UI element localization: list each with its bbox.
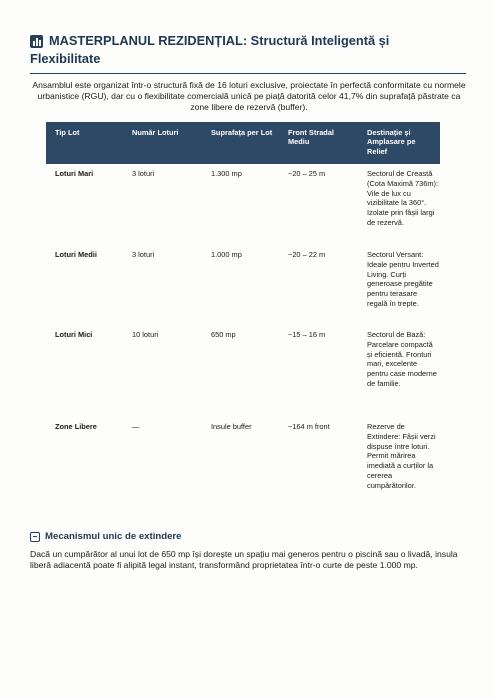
page-title: MASTERPLANUL REZIDENȚIAL: Structură Inteligentă și (49, 33, 390, 48)
section-title: Mecanismul unic de extindere (45, 531, 182, 542)
cell-numar: — (132, 422, 140, 431)
cell-numar: 3 loturi (132, 250, 155, 259)
cell-front: ~15 – 16 m (288, 330, 326, 339)
intro-paragraph: Ansamblul este organizat într-o structură fixă de 16 loturi exclusive, proiectate în perfectă conformitate cu normele urbanistice (RGU), dar cu o flexibilitate comercială unică pe piață datorită celor 41,7% din suprafață păstrate ca zone libere de rezervă (buffer). (32, 80, 466, 113)
cell-suprafata: 1.300 mp (211, 169, 242, 178)
cell-numar: 3 loturi (132, 169, 155, 178)
expand-icon (30, 532, 40, 542)
header-suprafata: Suprafața per Lot (211, 128, 273, 137)
header-destinatie: Destinație și Amplasare pe Relief (367, 128, 416, 156)
title-block (30, 33, 470, 67)
cell-suprafata: 1.000 mp (211, 250, 242, 259)
header-tip-lot: Tip Lot (55, 128, 80, 137)
cell-suprafata: 650 mp (211, 330, 236, 339)
table-row (46, 250, 440, 330)
cell-tip-lot: Loturi Mari (55, 169, 94, 178)
header-front-stradal: Front Stradal Mediu (288, 128, 334, 147)
cell-tip-lot: Zone Libere (55, 422, 97, 431)
table-row (46, 169, 440, 249)
cell-front: ~20 – 25 m (288, 169, 326, 178)
section-extension (30, 531, 470, 543)
page-title-line2: Flexibilitate (30, 51, 101, 66)
section-paragraph: Dacă un cumpărător al unui lot de 650 mp își dorește un spațiu mai generos pentru o piscină sau o livadă, insula liberă adiacentă poate fi alipită legal instant, transformând proprietatea într-o curte de peste 1.000 mp. (30, 549, 458, 571)
cell-suprafata: Insule buffer (211, 422, 252, 431)
table-row (46, 422, 440, 502)
title-divider (30, 73, 466, 74)
cell-destinatie: Rezerve de Extindere: Fâșii verzi dispuse între loturi. Permit mărirea imediată a curților la cererea cumpărătorilor. (367, 422, 436, 490)
cell-destinatie: Sectorul de Bază: Parcelare compactă și eficientă. Fronturi mari, excelente pentru case moderne de familie. (367, 330, 437, 388)
cell-front: ~20 – 22 m (288, 250, 326, 259)
chart-icon (30, 35, 43, 48)
cell-destinatie: Sectorul Versant: Ideale pentru Inverted Living. Curți generoase pregătite pentru terasare regală în trepte. (367, 250, 439, 308)
lots-table (46, 122, 440, 490)
cell-numar: 10 loturi (132, 330, 159, 339)
cell-destinatie: Sectorul de Creastă (Cota Maximă 736m): Vile de lux cu vizibilitate la 360°. Izolate prin fâșii largi de rezervă. (367, 169, 439, 227)
cell-front: ~164 m front (288, 422, 330, 431)
header-numar-loturi: Număr Loturi (132, 128, 179, 137)
cell-tip-lot: Loturi Mici (55, 330, 93, 339)
cell-tip-lot: Loturi Medii (55, 250, 97, 259)
table-header (46, 122, 440, 164)
table-row (46, 330, 440, 422)
